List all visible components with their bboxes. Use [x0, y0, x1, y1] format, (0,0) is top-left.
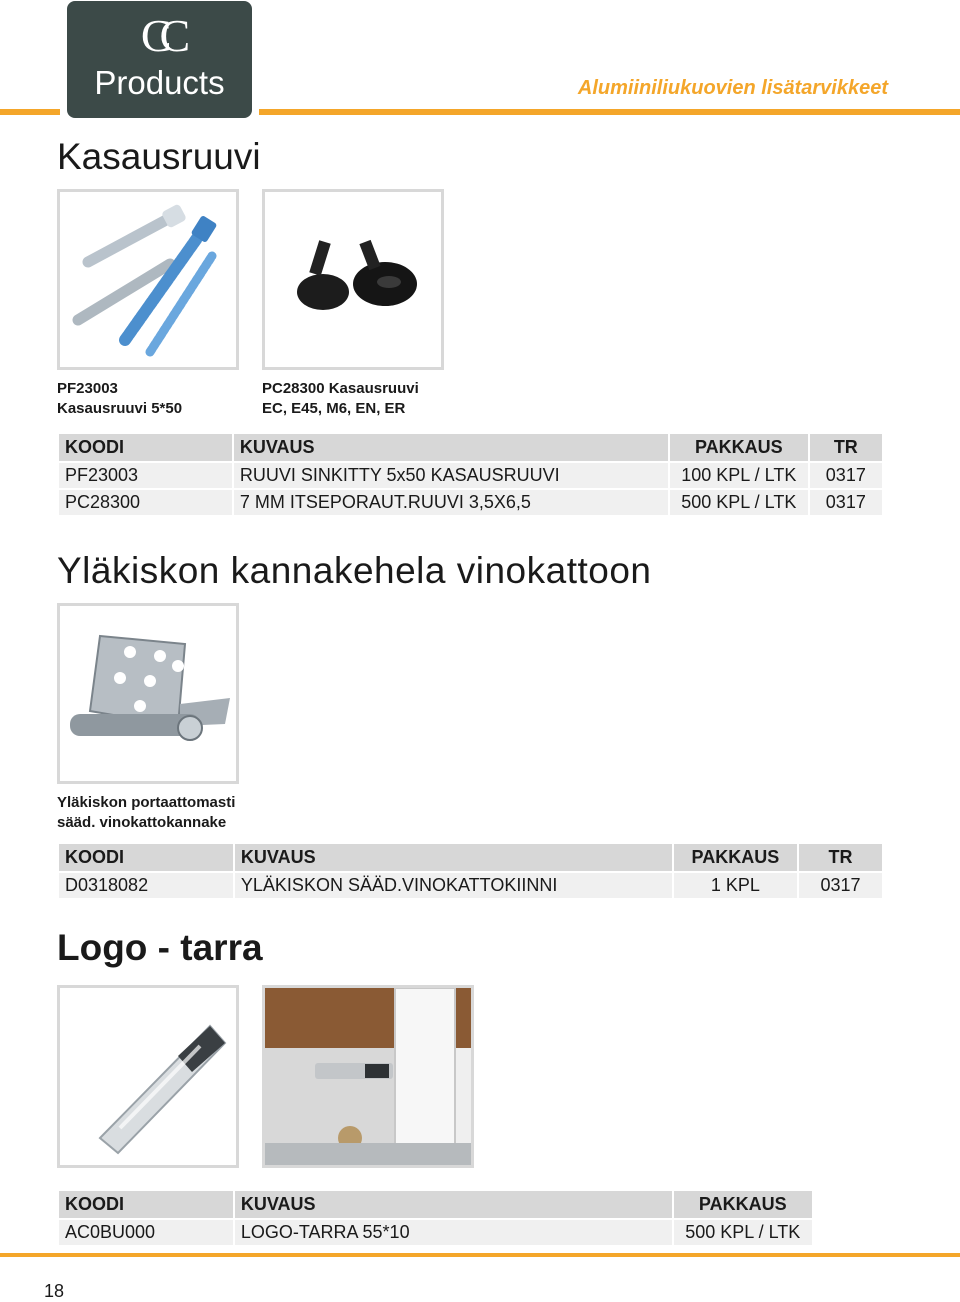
- brand-logo: [67, 1, 252, 118]
- table-row: [59, 488, 882, 515]
- column-header-kuvaus: KUVAUS: [235, 1191, 672, 1218]
- product-image-pf23003: [57, 189, 239, 370]
- table-header-row: [59, 844, 882, 871]
- product-table-kannakehela: [57, 844, 884, 898]
- cell-pakkaus: 500 KPL / LTK: [670, 488, 808, 515]
- table-header-row: [59, 434, 882, 461]
- long-screw-icon: [78, 203, 217, 352]
- cell-kuvaus: YLÄKISKON SÄÄD.VINOKATTOKIINNI: [235, 871, 672, 898]
- cell-tr: 0317: [810, 461, 882, 488]
- cell-tr: 0317: [799, 871, 882, 898]
- cell-kuvaus: RUUVI SINKITTY 5x50 KASAUSRUUVI: [234, 461, 668, 488]
- cell-koodi: D0318082: [59, 871, 233, 898]
- column-header-pakkaus: PAKKAUS: [670, 434, 808, 461]
- section-title-logo-tarra: Logo - tarra: [57, 927, 263, 968]
- header-rule-right: [259, 109, 960, 115]
- caption-pc28300: [262, 379, 419, 419]
- table-header-row: [59, 1191, 812, 1218]
- column-header-pakkaus: PAKKAUS: [674, 844, 797, 871]
- header-rule-left: [0, 109, 60, 115]
- column-header-kuvaus: KUVAUS: [234, 434, 668, 461]
- caption-line: PF23003: [57, 380, 118, 397]
- caption-line: Yläkiskon portaattomasti: [57, 794, 236, 811]
- logo-mark: CC: [140, 10, 179, 61]
- table-row: [59, 1218, 812, 1245]
- caption-line: PC28300 Kasausruuvi: [262, 380, 419, 397]
- column-header-koodi: KOODI: [59, 844, 233, 871]
- page-tagline: Alumiiniliukuovien lisätarvikkeet: [577, 77, 888, 99]
- table-row: [59, 871, 882, 898]
- section-title-kasausruuvi: Kasausruuvi: [57, 136, 261, 177]
- page-number: 18: [44, 1281, 65, 1301]
- column-header-pakkaus: PAKKAUS: [674, 1191, 813, 1218]
- product-image-door-with-logo: [262, 985, 474, 1168]
- table-row: [59, 461, 882, 488]
- product-table-logo-tarra: [57, 1191, 814, 1245]
- cell-koodi: PF23003: [59, 461, 232, 488]
- cell-koodi: PC28300: [59, 488, 232, 515]
- caption-pf23003: [57, 379, 182, 419]
- cell-pakkaus: 500 KPL / LTK: [674, 1218, 813, 1245]
- logo-sticker-icon: [100, 1026, 225, 1153]
- column-header-koodi: KOODI: [59, 1191, 233, 1218]
- logo-text: Products: [94, 64, 225, 101]
- cell-pakkaus: 100 KPL / LTK: [670, 461, 808, 488]
- black-screw-icon: [297, 242, 417, 310]
- cell-pakkaus: 1 KPL: [674, 871, 797, 898]
- caption-line: Kasausruuvi 5*50: [57, 400, 183, 417]
- cell-koodi: AC0BU000: [59, 1218, 233, 1245]
- footer-rule: [0, 1253, 960, 1257]
- product-image-logo-sticker: [57, 985, 239, 1168]
- cell-kuvaus: 7 MM ITSEPORAUT.RUUVI 3,5X6,5: [234, 488, 668, 515]
- column-header-koodi: KOODI: [59, 434, 232, 461]
- caption-line: sääd. vinokattokannake: [57, 814, 227, 831]
- column-header-tr: TR: [810, 434, 882, 461]
- caption-line: EC, E45, M6, EN, ER: [262, 400, 406, 417]
- sliding-door-icon: [265, 988, 471, 1165]
- product-image-d0318082: [57, 603, 239, 784]
- section-title-kannakehela: Yläkiskon kannakehela vinokattoon: [57, 550, 652, 591]
- caption-d0318082: [57, 793, 235, 833]
- column-header-kuvaus: KUVAUS: [235, 844, 672, 871]
- cell-tr: 0317: [810, 488, 882, 515]
- product-image-pc28300: [262, 189, 444, 370]
- cell-kuvaus: LOGO-TARRA 55*10: [235, 1218, 672, 1245]
- column-header-tr: TR: [799, 844, 882, 871]
- product-table-kasausruuvi: [57, 434, 884, 515]
- hinge-bracket-icon: [70, 636, 230, 740]
